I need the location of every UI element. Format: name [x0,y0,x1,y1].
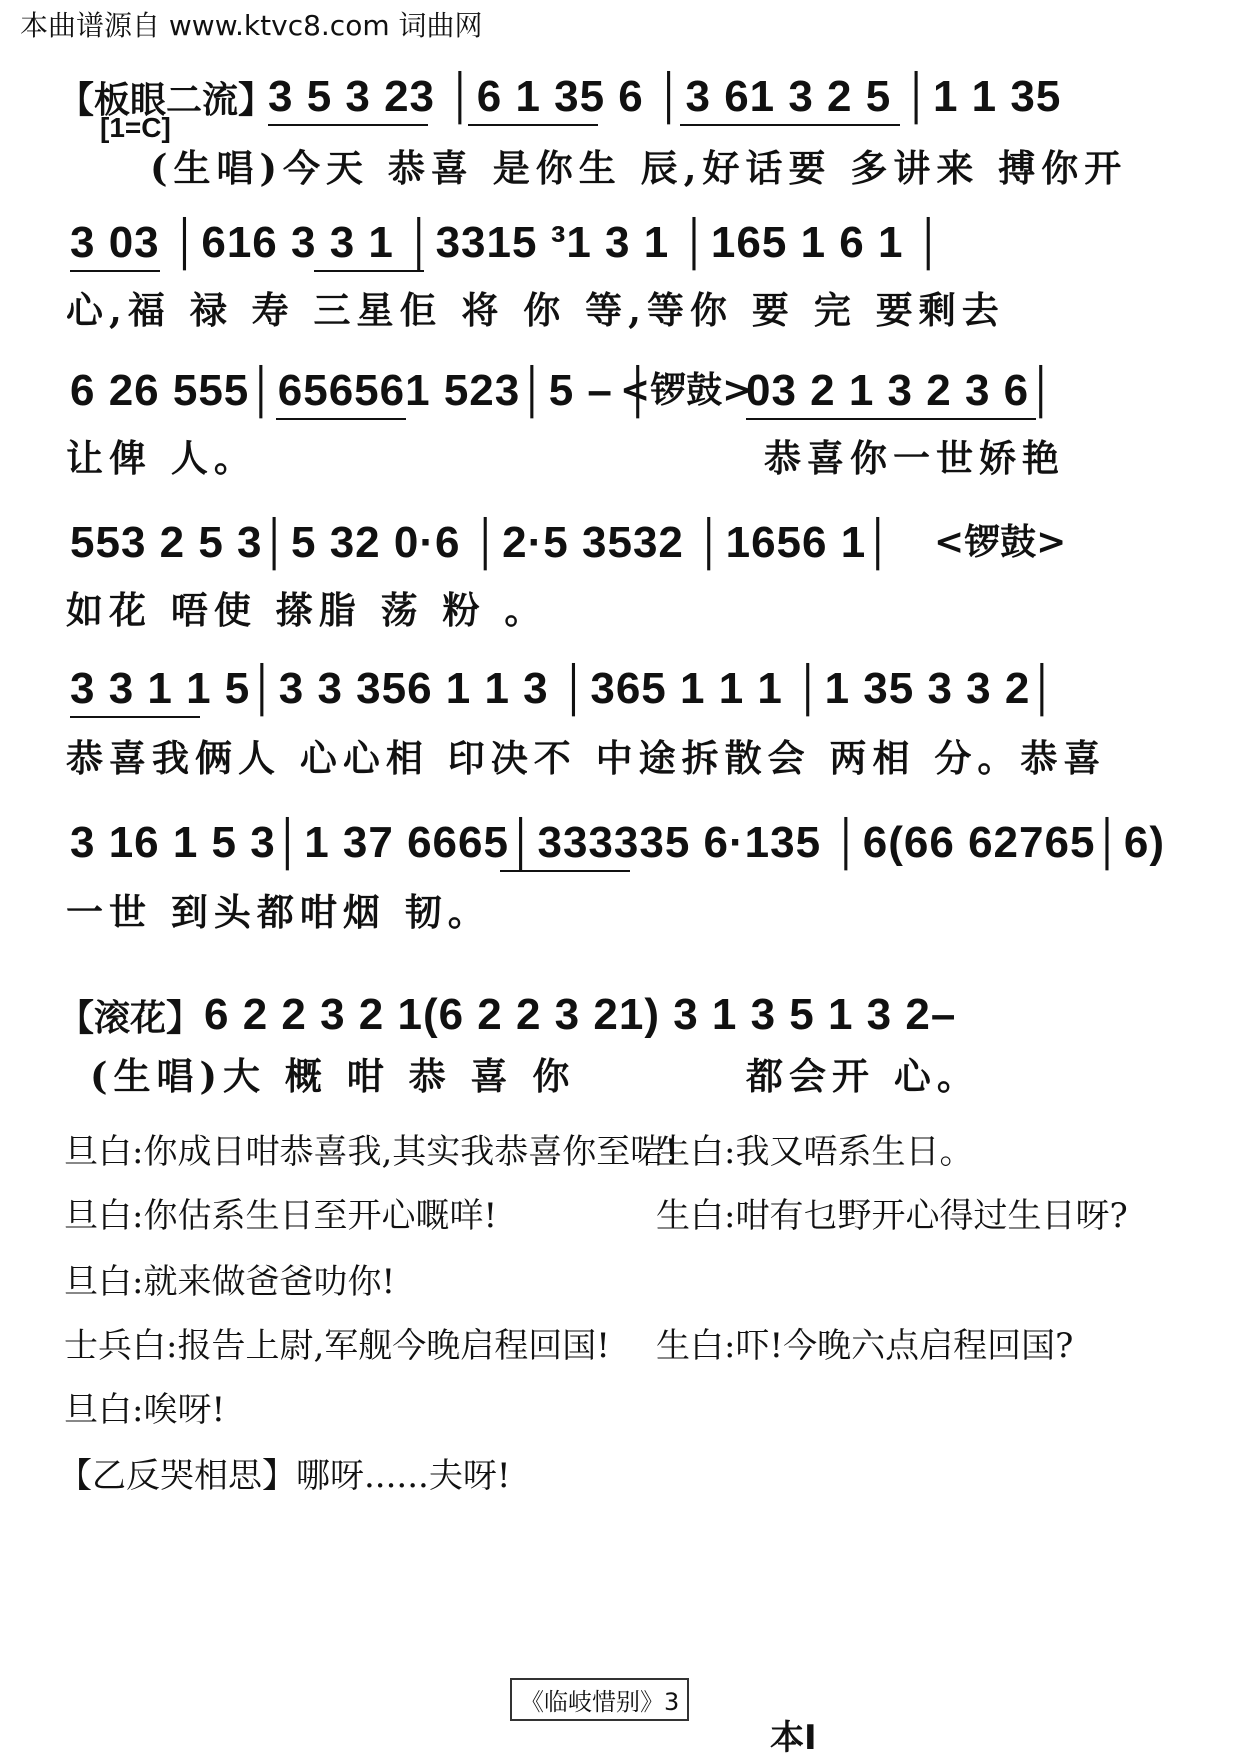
beam [268,124,428,126]
gong-marker-1: <锣鼓> [620,369,753,411]
notes-line-5: 3 3 1 1 5│3 3 356 1 1 3 │365 1 1 1 │1 35 3 3 2│ [70,664,1059,713]
notes-line-7: 6 2 2 3 2 1(6 2 2 3 21) 3 1 3 5 1 3 2– [204,990,957,1039]
beam [680,124,900,126]
lyrics-line-7: (生唱)大 概 咁 恭 喜 你 [90,1054,576,1098]
dialog-left-1: 旦白:你成日咁恭喜我,其实我恭喜你至啱! [64,1132,678,1172]
notes-line-3: 6 26 555│656561 523│5 – │ [70,366,655,415]
dialog-right-4: 生白:吓!今晚六点启程回国? [656,1326,1074,1366]
notes-line-1: 3 5 3 23 │6 1 35 6 │3 61 3 2 5 │1 1 35 [268,72,1062,121]
beam [70,270,160,272]
lyrics-line-6: 一世 到头都咁烟 韧。 [66,890,491,934]
lyrics-line-4: 如花 唔使 搽脂 荡 粉 。 [66,588,548,632]
lyrics-line-3: 让俾 人。 [66,436,257,480]
dialog-left-6: 【乙反哭相思】哪呀......夫呀! [58,1456,511,1496]
notes-line-4: 553 2 5 3│5 32 0·6 │2·5 3532 │1656 1│ [70,518,895,567]
notes-line-2: 3 03 │616 3 3 1 │3315 ³1 3 1 │165 1 6 1 │ [70,218,946,267]
beam [500,870,630,872]
dialog-left-2: 旦白:你估系生日至开心嘅咩! [64,1196,498,1236]
source-line: 本曲谱源自 www.ktvc8.com 词曲网 [20,9,483,42]
notes-line-6: 3 16 1 5 3│1 37 6665│333335 6·135 │6(66 62765│6) [70,818,1166,867]
key-signature: [1=C] [100,112,171,143]
lyrics-line-1: (生唱)今天 恭喜 是你生 辰,好话要 多讲来 搏你开 [150,146,1128,190]
beam [70,716,200,718]
section-marker: 【板眼二流】 [58,79,275,121]
beam [276,418,406,420]
lyrics-line-3b: 恭喜你一世娇艳 [764,436,1065,480]
gong-marker-2: <锣鼓> [934,521,1067,563]
notes-line-3b: 03 2 1 3 2 3 6│ [746,366,1058,415]
page-label: 《临岐惜别》3 [510,1678,689,1721]
lyrics-line-7b: 都会开 心。 [746,1054,980,1098]
lyrics-line-2: 心,福 禄 寿 三星佢 将 你 等,等你 要 完 要剩去 [66,288,1005,332]
dialog-right-2: 生白:咁有乜野开心得过生日呀? [656,1196,1128,1236]
beam [746,418,1036,420]
beam [314,270,424,272]
section-marker-2: 【滚花】 [58,997,203,1039]
lyrics-line-5: 恭喜我俩人 心心相 印决不 中途拆散会 两相 分。恭喜 [66,736,1107,780]
dialog-left-4: 士兵白:报告上尉,军舰今晚启程回国! [64,1326,610,1366]
dialog-left-5: 旦白:唉呀! [64,1390,226,1430]
corner-text: 本I [770,1718,817,1758]
beam [468,124,598,126]
dialog-right-1: 生白:我又唔系生日。 [656,1132,974,1172]
dialog-left-3: 旦白:就来做爸爸叻你! [64,1262,396,1302]
